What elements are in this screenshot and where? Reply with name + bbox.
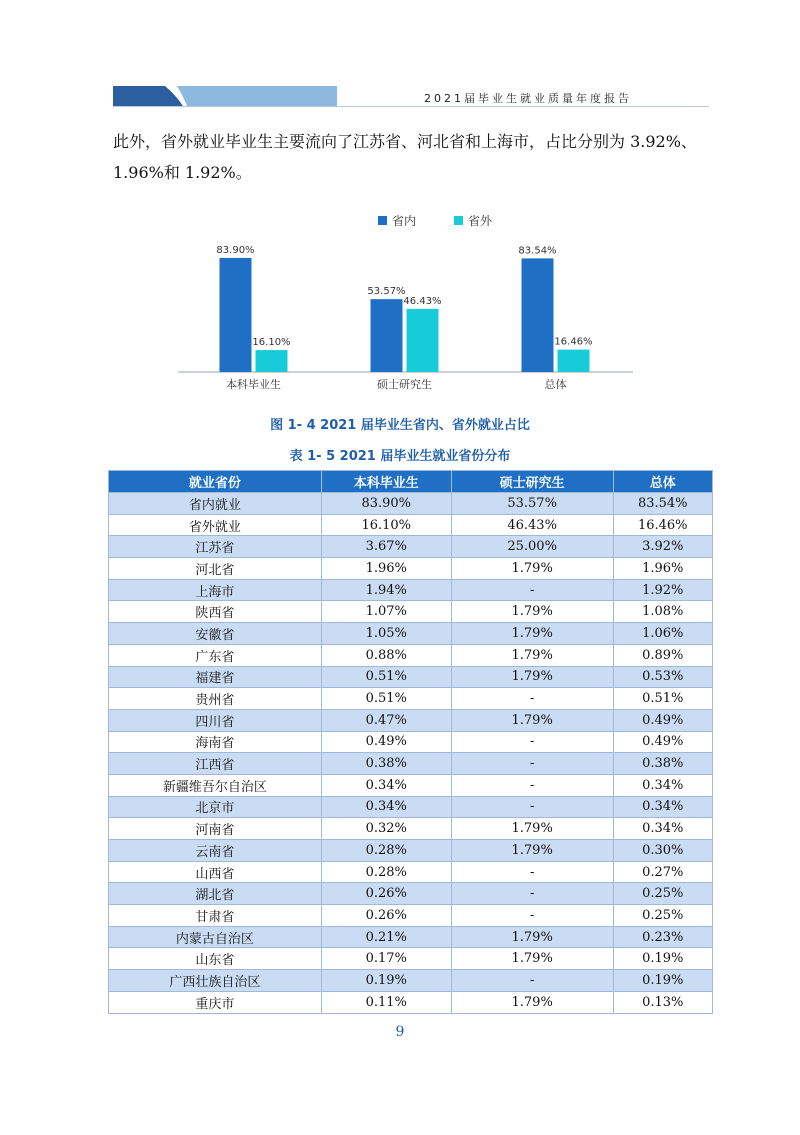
- province-cell: 湖北省: [109, 883, 322, 905]
- province-cell: 河北省: [109, 558, 322, 580]
- table-row: [109, 666, 713, 688]
- value-cell: 0.51%: [613, 688, 712, 710]
- legend-label: 省外: [468, 214, 493, 228]
- header-divider: [113, 106, 709, 107]
- value-cell: 0.38%: [613, 753, 712, 775]
- province-cell: 北京市: [109, 796, 322, 818]
- province-cell: 山东省: [109, 948, 322, 970]
- value-cell: 0.49%: [613, 731, 712, 753]
- value-cell: 3.67%: [321, 536, 451, 558]
- table-row: [109, 883, 713, 905]
- value-cell: 0.38%: [321, 753, 451, 775]
- province-cell: 新疆维吾尔自治区: [109, 774, 322, 796]
- table-row: [109, 796, 713, 818]
- value-cell: 0.11%: [321, 991, 451, 1013]
- value-cell: -: [451, 688, 613, 710]
- value-cell: 1.79%: [451, 558, 613, 580]
- value-cell: 0.49%: [613, 709, 712, 731]
- value-cell: 0.53%: [613, 666, 712, 688]
- value-cell: -: [451, 796, 613, 818]
- value-cell: 1.94%: [321, 579, 451, 601]
- category-label: 硕士研究生: [377, 378, 432, 391]
- value-cell: 0.51%: [321, 688, 451, 710]
- bar: [371, 299, 403, 372]
- bar-chart: [178, 206, 638, 396]
- bar: [407, 309, 439, 372]
- value-cell: 0.51%: [321, 666, 451, 688]
- table-row: [109, 536, 713, 558]
- column-header: 本科毕业生: [321, 471, 451, 493]
- value-cell: 16.46%: [613, 514, 712, 536]
- table-row: [109, 514, 713, 536]
- page-number: 9: [395, 1024, 405, 1040]
- value-cell: -: [451, 731, 613, 753]
- value-cell: 16.10%: [321, 514, 451, 536]
- value-cell: 1.79%: [451, 948, 613, 970]
- value-cell: 25.00%: [451, 536, 613, 558]
- value-cell: 0.34%: [321, 796, 451, 818]
- value-cell: 3.92%: [613, 536, 712, 558]
- value-cell: 0.88%: [321, 644, 451, 666]
- province-cell: 省内就业: [109, 493, 322, 515]
- value-cell: 0.23%: [613, 926, 712, 948]
- value-cell: 1.79%: [451, 644, 613, 666]
- table-row: [109, 948, 713, 970]
- value-cell: 0.47%: [321, 709, 451, 731]
- value-cell: 0.26%: [321, 905, 451, 927]
- province-cell: 广西壮族自治区: [109, 970, 322, 992]
- value-cell: 1.96%: [613, 558, 712, 580]
- value-cell: 0.21%: [321, 926, 451, 948]
- bar: [220, 258, 252, 372]
- province-cell: 贵州省: [109, 688, 322, 710]
- value-cell: 0.28%: [321, 861, 451, 883]
- value-cell: 1.79%: [451, 818, 613, 840]
- province-cell: 重庆市: [109, 991, 322, 1013]
- value-cell: 1.08%: [613, 601, 712, 623]
- value-cell: 1.06%: [613, 623, 712, 645]
- value-cell: 0.34%: [613, 818, 712, 840]
- data-label: 83.90%: [216, 244, 255, 256]
- header-banner-graphic: [113, 86, 337, 106]
- value-cell: -: [451, 774, 613, 796]
- table-row: [109, 840, 713, 862]
- table-row: [109, 688, 713, 710]
- value-cell: 0.28%: [321, 840, 451, 862]
- figure-caption: 图 1- 4 2021 届毕业生省内、省外就业占比: [270, 418, 530, 433]
- data-label: 83.54%: [518, 245, 557, 257]
- legend-swatch: [378, 216, 387, 225]
- province-distribution-table: [108, 470, 713, 1014]
- value-cell: 0.30%: [613, 840, 712, 862]
- value-cell: 1.79%: [451, 840, 613, 862]
- value-cell: 0.34%: [321, 774, 451, 796]
- value-cell: 0.89%: [613, 644, 712, 666]
- value-cell: 1.79%: [451, 623, 613, 645]
- value-cell: 0.26%: [321, 883, 451, 905]
- value-cell: -: [451, 905, 613, 927]
- province-cell: 云南省: [109, 840, 322, 862]
- value-cell: 1.92%: [613, 579, 712, 601]
- data-label: 46.43%: [403, 295, 442, 307]
- value-cell: 46.43%: [451, 514, 613, 536]
- column-header: 就业省份: [109, 471, 322, 493]
- table-row: [109, 774, 713, 796]
- value-cell: 0.49%: [321, 731, 451, 753]
- province-cell: 内蒙古自治区: [109, 926, 322, 948]
- bar: [558, 350, 590, 372]
- category-label: 总体: [544, 378, 567, 391]
- province-cell: 福建省: [109, 666, 322, 688]
- data-label: 53.57%: [367, 286, 406, 298]
- legend-label: 省内: [392, 214, 417, 228]
- value-cell: 0.17%: [321, 948, 451, 970]
- value-cell: 1.79%: [451, 601, 613, 623]
- value-cell: 0.25%: [613, 905, 712, 927]
- value-cell: 1.79%: [451, 666, 613, 688]
- value-cell: -: [451, 753, 613, 775]
- value-cell: 1.96%: [321, 558, 451, 580]
- value-cell: 0.27%: [613, 861, 712, 883]
- value-cell: 1.79%: [451, 991, 613, 1013]
- table-row: [109, 926, 713, 948]
- province-cell: 山西省: [109, 861, 322, 883]
- table-row: [109, 601, 713, 623]
- table-row: [109, 709, 713, 731]
- data-label: 16.46%: [554, 336, 593, 348]
- province-cell: 江苏省: [109, 536, 322, 558]
- table-row: [109, 558, 713, 580]
- value-cell: 83.54%: [613, 493, 712, 515]
- value-cell: -: [451, 970, 613, 992]
- legend-swatch: [454, 216, 463, 225]
- value-cell: 1.79%: [451, 926, 613, 948]
- table-header-row: [109, 471, 713, 493]
- value-cell: 0.19%: [613, 970, 712, 992]
- value-cell: -: [451, 579, 613, 601]
- body-paragraph: 此外，省外就业毕业生主要流向了江苏省、河北省和上海市，占比分别为 3.92%、1.96%和 1.92%。: [113, 132, 697, 182]
- table-row: [109, 818, 713, 840]
- bar: [256, 350, 288, 372]
- province-cell: 四川省: [109, 709, 322, 731]
- category-label: 本科毕业生: [226, 378, 281, 391]
- table-row: [109, 644, 713, 666]
- province-cell: 海南省: [109, 731, 322, 753]
- data-label: 16.10%: [252, 337, 291, 349]
- table-row: [109, 731, 713, 753]
- table-row: [109, 861, 713, 883]
- province-cell: 甘肃省: [109, 905, 322, 927]
- table-row: [109, 623, 713, 645]
- table-row: [109, 579, 713, 601]
- value-cell: -: [451, 883, 613, 905]
- table-caption: 表 1- 5 2021 届毕业生就业省份分布: [289, 449, 511, 464]
- province-cell: 广东省: [109, 644, 322, 666]
- value-cell: 83.90%: [321, 493, 451, 515]
- value-cell: 1.79%: [451, 709, 613, 731]
- report-header-title: 2021届毕业生就业质量年度报告: [424, 92, 632, 105]
- table-row: [109, 991, 713, 1013]
- province-cell: 河南省: [109, 818, 322, 840]
- table-row: [109, 753, 713, 775]
- value-cell: -: [451, 861, 613, 883]
- province-cell: 江西省: [109, 753, 322, 775]
- value-cell: 0.25%: [613, 883, 712, 905]
- table-row: [109, 905, 713, 927]
- column-header: 硕士研究生: [451, 471, 613, 493]
- value-cell: 0.34%: [613, 774, 712, 796]
- bar: [522, 258, 554, 372]
- table-row: [109, 493, 713, 515]
- province-cell: 省外就业: [109, 514, 322, 536]
- value-cell: 0.13%: [613, 991, 712, 1013]
- value-cell: 1.05%: [321, 623, 451, 645]
- column-header: 总体: [613, 471, 712, 493]
- table-row: [109, 970, 713, 992]
- province-cell: 安徽省: [109, 623, 322, 645]
- value-cell: 53.57%: [451, 493, 613, 515]
- value-cell: 0.34%: [613, 796, 712, 818]
- value-cell: 1.07%: [321, 601, 451, 623]
- value-cell: 0.19%: [321, 970, 451, 992]
- province-cell: 上海市: [109, 579, 322, 601]
- value-cell: 0.19%: [613, 948, 712, 970]
- province-cell: 陕西省: [109, 601, 322, 623]
- value-cell: 0.32%: [321, 818, 451, 840]
